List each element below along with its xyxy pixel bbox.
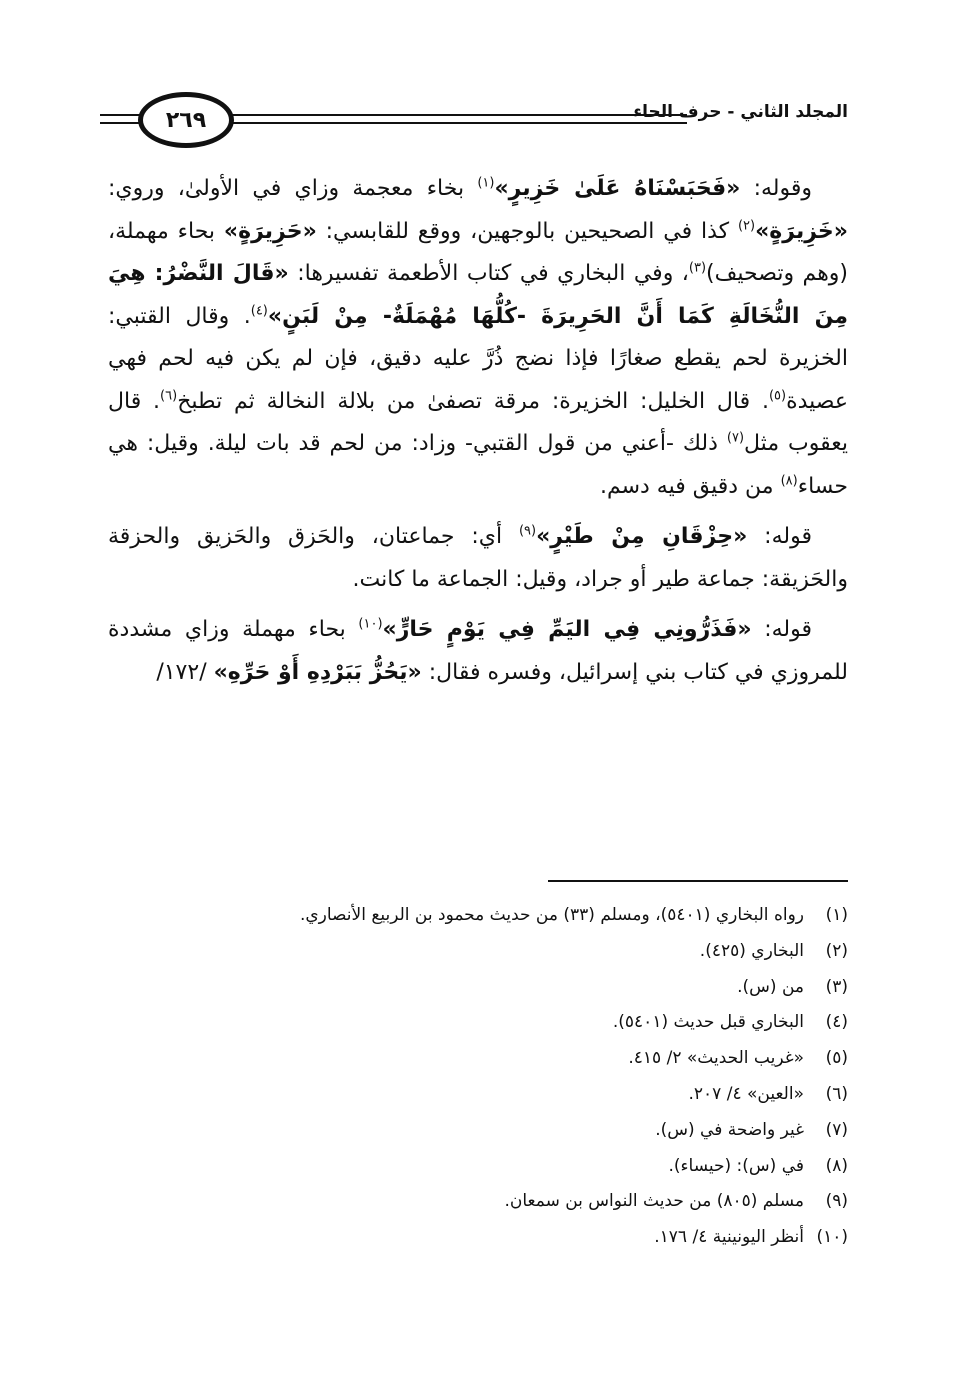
footnote-text: في (س): (حيساء). — [668, 1155, 804, 1176]
text-run: ، وفي البخاري في كتاب الأطعمة تفسيرها: — [288, 261, 689, 286]
quoted-hadith: «فَحَبَسْنَاهُ عَلَىٰ خَزِيرٍ» — [494, 176, 741, 201]
footnote-item — [108, 1005, 848, 1041]
text-run: . قال الخليل: الخزيرة: مرقة تصفىٰ من بلالة النخالة ثم تطبخ — [177, 388, 769, 414]
footnote-ref: (٥) — [768, 388, 787, 404]
text-run: بحاء مهملة، (وهم وتصحيف) — [108, 218, 848, 286]
text-run: . قال يعقوب مثل — [108, 388, 848, 456]
quoted-hadith: «يَحُزُّ بَبَرْدِهِ أَوْ حَرِّهِ» — [213, 659, 422, 685]
footnote-number: (٩) — [825, 1191, 848, 1212]
quoted-hadith: «حِزْقَانِ مِنْ طَيْرٍ» — [536, 524, 748, 549]
footnote-number: (٨) — [825, 1155, 848, 1176]
footnote-text: «العين» ٤/ ٢٠٧. — [688, 1083, 804, 1104]
text-run: قوله: — [751, 617, 812, 642]
footnote-ref: (٨) — [780, 473, 798, 489]
footnote-text: البخاري (٤٢٥). — [699, 940, 804, 961]
text-run: /١٧٢/ — [156, 659, 214, 685]
main-text — [108, 168, 848, 702]
footnote-number: (٧) — [825, 1119, 848, 1140]
footnote-ref: (٢) — [737, 218, 756, 234]
footnote-text: من (س). — [737, 976, 804, 997]
text-run: أي: جماعتان، والحَزق والحَزيق والحزقة والحَزيقة: جماعة طير أو جراد، وقيل: الجماعة ما كانت. — [108, 524, 848, 592]
footnote-ref: (٩) — [518, 523, 537, 539]
paragraph — [108, 609, 848, 694]
footnote-number: (٤) — [825, 1012, 848, 1033]
footnote-item — [108, 1220, 848, 1256]
footnote-item — [108, 1041, 848, 1077]
footnote-text: مسلم (٨٠٥) من حديث النواس بن سمعان. — [504, 1191, 804, 1212]
text-run: وقوله: — [740, 176, 812, 201]
text-run: قوله: — [747, 524, 812, 549]
footnote-item — [108, 970, 848, 1006]
text-run: ذلك -أعني من قول القتبي- وزاد: من لحم قد بات ليلة. وقيل: هي حساء — [108, 431, 848, 499]
footnote-text: أنظر اليونينية ٤/ ١٧٦. — [654, 1227, 804, 1248]
footnote-text: البخاري قبل حديث (٥٤٠١). — [612, 1012, 804, 1033]
footnote-item — [108, 1113, 848, 1149]
text-run: كذا في الصحيحين بالوجهين، ووقع للقابسي: — [316, 218, 738, 244]
footnote-ref: (١) — [477, 175, 495, 191]
footnote-separator — [548, 880, 848, 882]
footnote-item — [108, 1077, 848, 1113]
footnote-text: «غريب الحديث» ٢/ ٤١٥. — [628, 1048, 804, 1069]
quoted-hadith: «فَذَرُّونِي فِي اليَمِّ فِي يَوْمٍ حَارٍّ» — [382, 617, 752, 642]
footnote-ref: (١٠) — [358, 616, 383, 632]
page-number: ٢٦٩ — [138, 92, 234, 148]
text-run: بحاء مهملة وزاي مشددة للمروزي في كتاب بني إسرائيل، وفسره فقال: — [108, 617, 848, 685]
footnote-item — [108, 1149, 848, 1185]
footnote-number: (٦) — [825, 1083, 848, 1104]
footnote-number: (٣) — [825, 976, 848, 997]
paragraph — [108, 516, 848, 601]
footnote-ref: (٦) — [160, 388, 178, 404]
header-rule-left-bottom — [100, 122, 140, 124]
footnote-ref: (٧) — [726, 430, 745, 446]
quoted-hadith: «قَالَ النَّضْرُ: هِيَ مِنَ النُّخَالَةِ كَمَا أَنَّ الحَرِيرَةَ -كُلُّهَا مُهْمَلَةٌ- مِنْ لَبَنٍ» — [108, 261, 848, 329]
footnote-text: غير واضحة في (س). — [655, 1119, 804, 1140]
running-title: المجلد الثاني - حرف الحاء — [633, 102, 848, 122]
footnote-item — [108, 934, 848, 970]
quoted-hadith: «خَزِيرَةٍ» — [755, 218, 848, 244]
footnote-ref: (٤) — [250, 303, 268, 319]
footnote-number: (١) — [825, 905, 848, 925]
header-rule-right-bottom — [232, 122, 687, 124]
header-rule-right-top — [232, 114, 687, 116]
text-run: بخاء معجمة وزاي في الأولىٰ، وروي: — [108, 176, 478, 201]
page-header — [100, 92, 848, 152]
footnote-number: (٢) — [825, 940, 848, 961]
quoted-hadith: «حَزِيرَةٍ» — [223, 218, 317, 244]
footnote-text: رواه البخاري (٥٤٠١)، ومسلم (٣٣) من حديث محمود بن الربيع الأنصاري. — [299, 905, 804, 925]
text-run: . وقال القتبي: الخزيرة لحم يقطع صغارًا فإذا نضج ذُرَّ عليه دقيق، فإن لم يكن فيه لحم فهي عصيدة — [108, 303, 848, 414]
text-run: من دقيق فيه دسم. — [599, 473, 781, 499]
footnotes — [108, 898, 848, 1256]
footnote-ref: (٣) — [688, 260, 707, 276]
footnote-number: (٥) — [825, 1048, 848, 1069]
header-rule-left-top — [100, 114, 140, 116]
footnote-number: (١٠) — [816, 1227, 848, 1248]
footnote-item — [108, 898, 848, 934]
paragraph — [108, 168, 848, 508]
footnote-item — [108, 1184, 848, 1220]
